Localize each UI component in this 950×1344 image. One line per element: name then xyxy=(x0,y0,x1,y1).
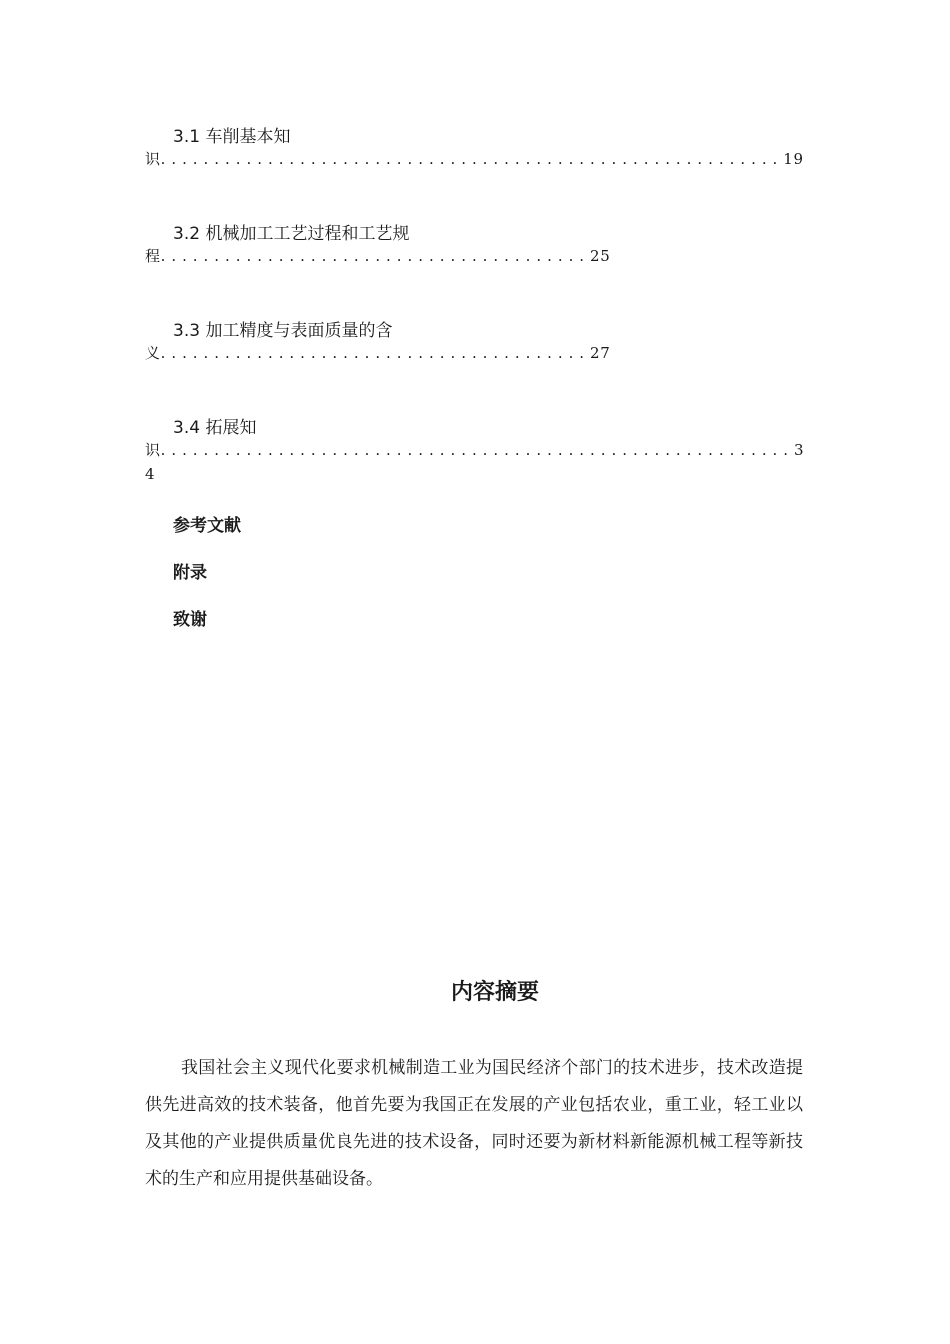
abstract-title: 内容摘要 xyxy=(450,980,539,1005)
toc-entry-leader: 义. . . . . . . . . . . . . . . . . . . . . . . . . . . . . . . . . . . . . . . . 27 xyxy=(145,344,611,362)
toc-entry-3-4 xyxy=(145,418,810,486)
toc-entry-number: 3.3 xyxy=(173,321,201,341)
toc-entry-title: 车削基本知 xyxy=(205,127,291,147)
toc-entry-title: 机械加工工艺过程和工艺规 xyxy=(205,224,410,244)
toc-entry-heading xyxy=(145,224,810,244)
toc-entry-3-2 xyxy=(145,224,810,268)
toc-entry-leader: 识. . . . . . . . . . . . . . . . . . . . . . . . . . . . . . . . . . . . . . . . . . . . . . . . . . . . . . . . . . . 34 xyxy=(145,441,805,483)
toc-entry-3-1 xyxy=(145,127,810,171)
toc-entry-heading xyxy=(145,321,810,341)
toc-item-references: 参考文献 xyxy=(173,516,241,536)
toc-entry-heading xyxy=(145,127,810,147)
toc-entry-heading xyxy=(145,418,810,438)
toc-entry-leader: 识. . . . . . . . . . . . . . . . . . . . . . . . . . . . . . . . . . . . . . . . . . . . . . . . . . . . . . . . . . 19 xyxy=(145,150,804,168)
toc-entry-title: 拓展知 xyxy=(205,418,257,438)
toc-item-appendix: 附录 xyxy=(173,563,207,583)
toc-entry-3-3 xyxy=(145,321,810,365)
toc-entry-leader: 程. . . . . . . . . . . . . . . . . . . . . . . . . . . . . . . . . . . . . . . . 25 xyxy=(145,247,611,265)
toc-entry-title: 加工精度与表面质量的含 xyxy=(205,321,393,341)
toc-item-acknowledgements: 致谢 xyxy=(173,610,207,630)
toc-entry-number: 3.2 xyxy=(173,224,201,244)
toc-entry-number: 3.1 xyxy=(173,127,201,147)
toc-entry-number: 3.4 xyxy=(173,418,201,438)
abstract-body: 我国社会主义现代化要求机械制造工业为国民经济个部门的技术进步，技术改造提供先进高效的技术装备，他首先要为我国正在发展的产业包括农业，重工业，轻工业以及其他的产业提供质量优良先进的技术设备，同时还要为新材料新能源机械工程等新技术的生产和应用提供基础设备。 xyxy=(145,1058,803,1189)
